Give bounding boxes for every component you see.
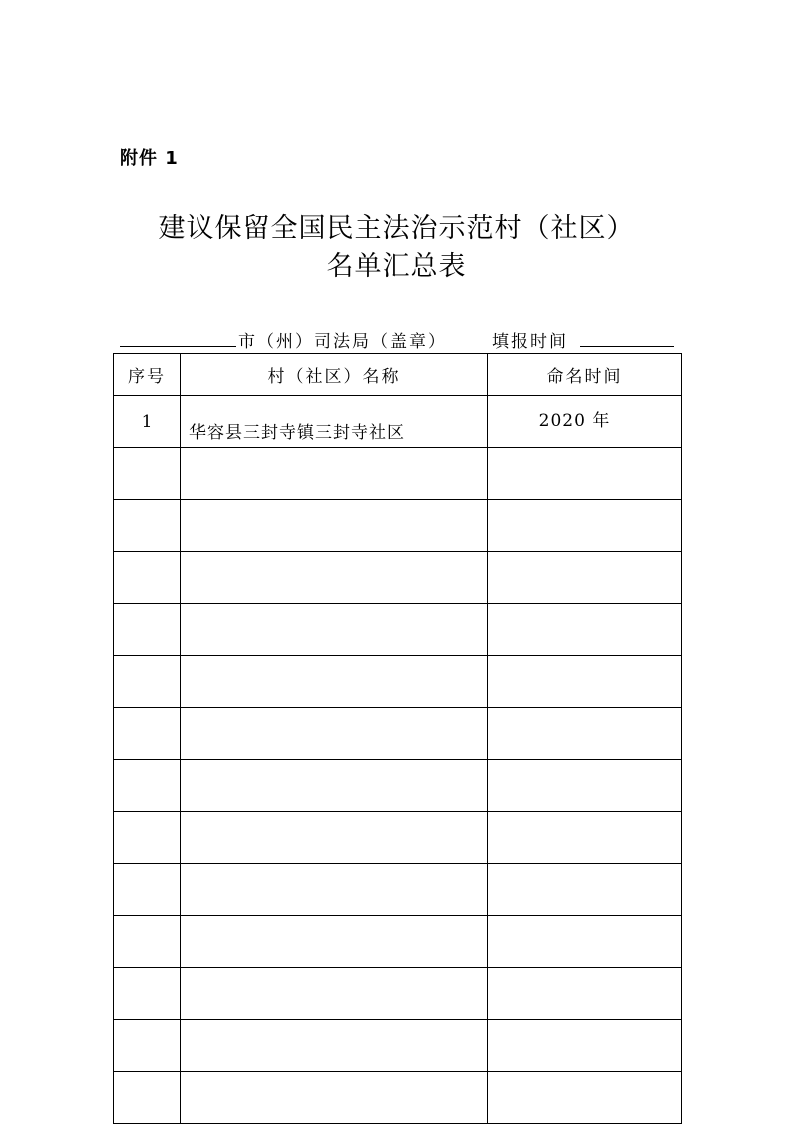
document-title: 建议保留全国民主法治示范村（社区） (158, 213, 635, 244)
village-name-cell (181, 448, 488, 500)
serial-cell (114, 760, 181, 812)
village-name-cell (181, 1020, 488, 1072)
table-row (114, 968, 682, 1020)
table-row (114, 656, 682, 708)
table-header-row (114, 354, 682, 396)
serial-cell (114, 656, 181, 708)
summary-table (113, 353, 682, 1124)
naming-time-cell (488, 656, 682, 708)
table-row (114, 448, 682, 500)
village-name-cell (181, 864, 488, 916)
table-row (114, 812, 682, 864)
naming-time-cell (488, 604, 682, 656)
serial-cell (114, 708, 181, 760)
serial-cell (114, 916, 181, 968)
fill-in-line (120, 326, 676, 350)
village-name-cell (181, 1072, 488, 1124)
naming-time-cell (488, 1072, 682, 1124)
naming-time-cell (488, 448, 682, 500)
table-body (114, 396, 682, 1124)
village-name-cell (181, 916, 488, 968)
village-name-cell (181, 500, 488, 552)
table-row (114, 396, 682, 448)
serial-cell: 1 (114, 396, 181, 448)
village-name-cell: 华容县三封寺镇三封寺社区 (181, 396, 488, 448)
table-row (114, 1020, 682, 1072)
table-row (114, 916, 682, 968)
serial-cell (114, 1020, 181, 1072)
serial-cell (114, 968, 181, 1020)
document-subtitle: 名单汇总表 (326, 251, 467, 282)
table-row (114, 552, 682, 604)
table-row (114, 864, 682, 916)
naming-time-cell (488, 916, 682, 968)
naming-time-cell (488, 500, 682, 552)
naming-time-cell: 2020 年 (488, 396, 682, 448)
bureau-seal-label: 市（州）司法局（盖章） (238, 332, 447, 352)
table-row (114, 500, 682, 552)
serial-cell (114, 1072, 181, 1124)
serial-cell (114, 448, 181, 500)
fill-time-label: 填报时间 (492, 332, 568, 352)
serial-cell (114, 500, 181, 552)
village-name-cell (181, 968, 488, 1020)
village-name-cell (181, 604, 488, 656)
naming-time-cell (488, 864, 682, 916)
serial-cell (114, 604, 181, 656)
header-village-name: 村（社区）名称 (181, 354, 488, 396)
city-blank-field[interactable] (120, 326, 236, 347)
village-name-cell (181, 760, 488, 812)
table-row (114, 708, 682, 760)
village-name-cell (181, 656, 488, 708)
village-name-cell (181, 552, 488, 604)
header-serial: 序号 (114, 354, 181, 396)
table-row (114, 604, 682, 656)
naming-time-cell (488, 760, 682, 812)
village-name-cell (181, 708, 488, 760)
table-row (114, 1072, 682, 1124)
naming-time-cell (488, 708, 682, 760)
naming-time-cell (488, 552, 682, 604)
header-naming-time: 命名时间 (488, 354, 682, 396)
serial-cell (114, 812, 181, 864)
serial-cell (114, 864, 181, 916)
village-name-cell (181, 812, 488, 864)
table-row (114, 760, 682, 812)
naming-time-cell (488, 812, 682, 864)
naming-time-cell (488, 1020, 682, 1072)
attachment-label: 附件 1 (120, 148, 179, 169)
fill-time-blank-field[interactable] (580, 326, 674, 347)
naming-time-cell (488, 968, 682, 1020)
serial-cell (114, 552, 181, 604)
